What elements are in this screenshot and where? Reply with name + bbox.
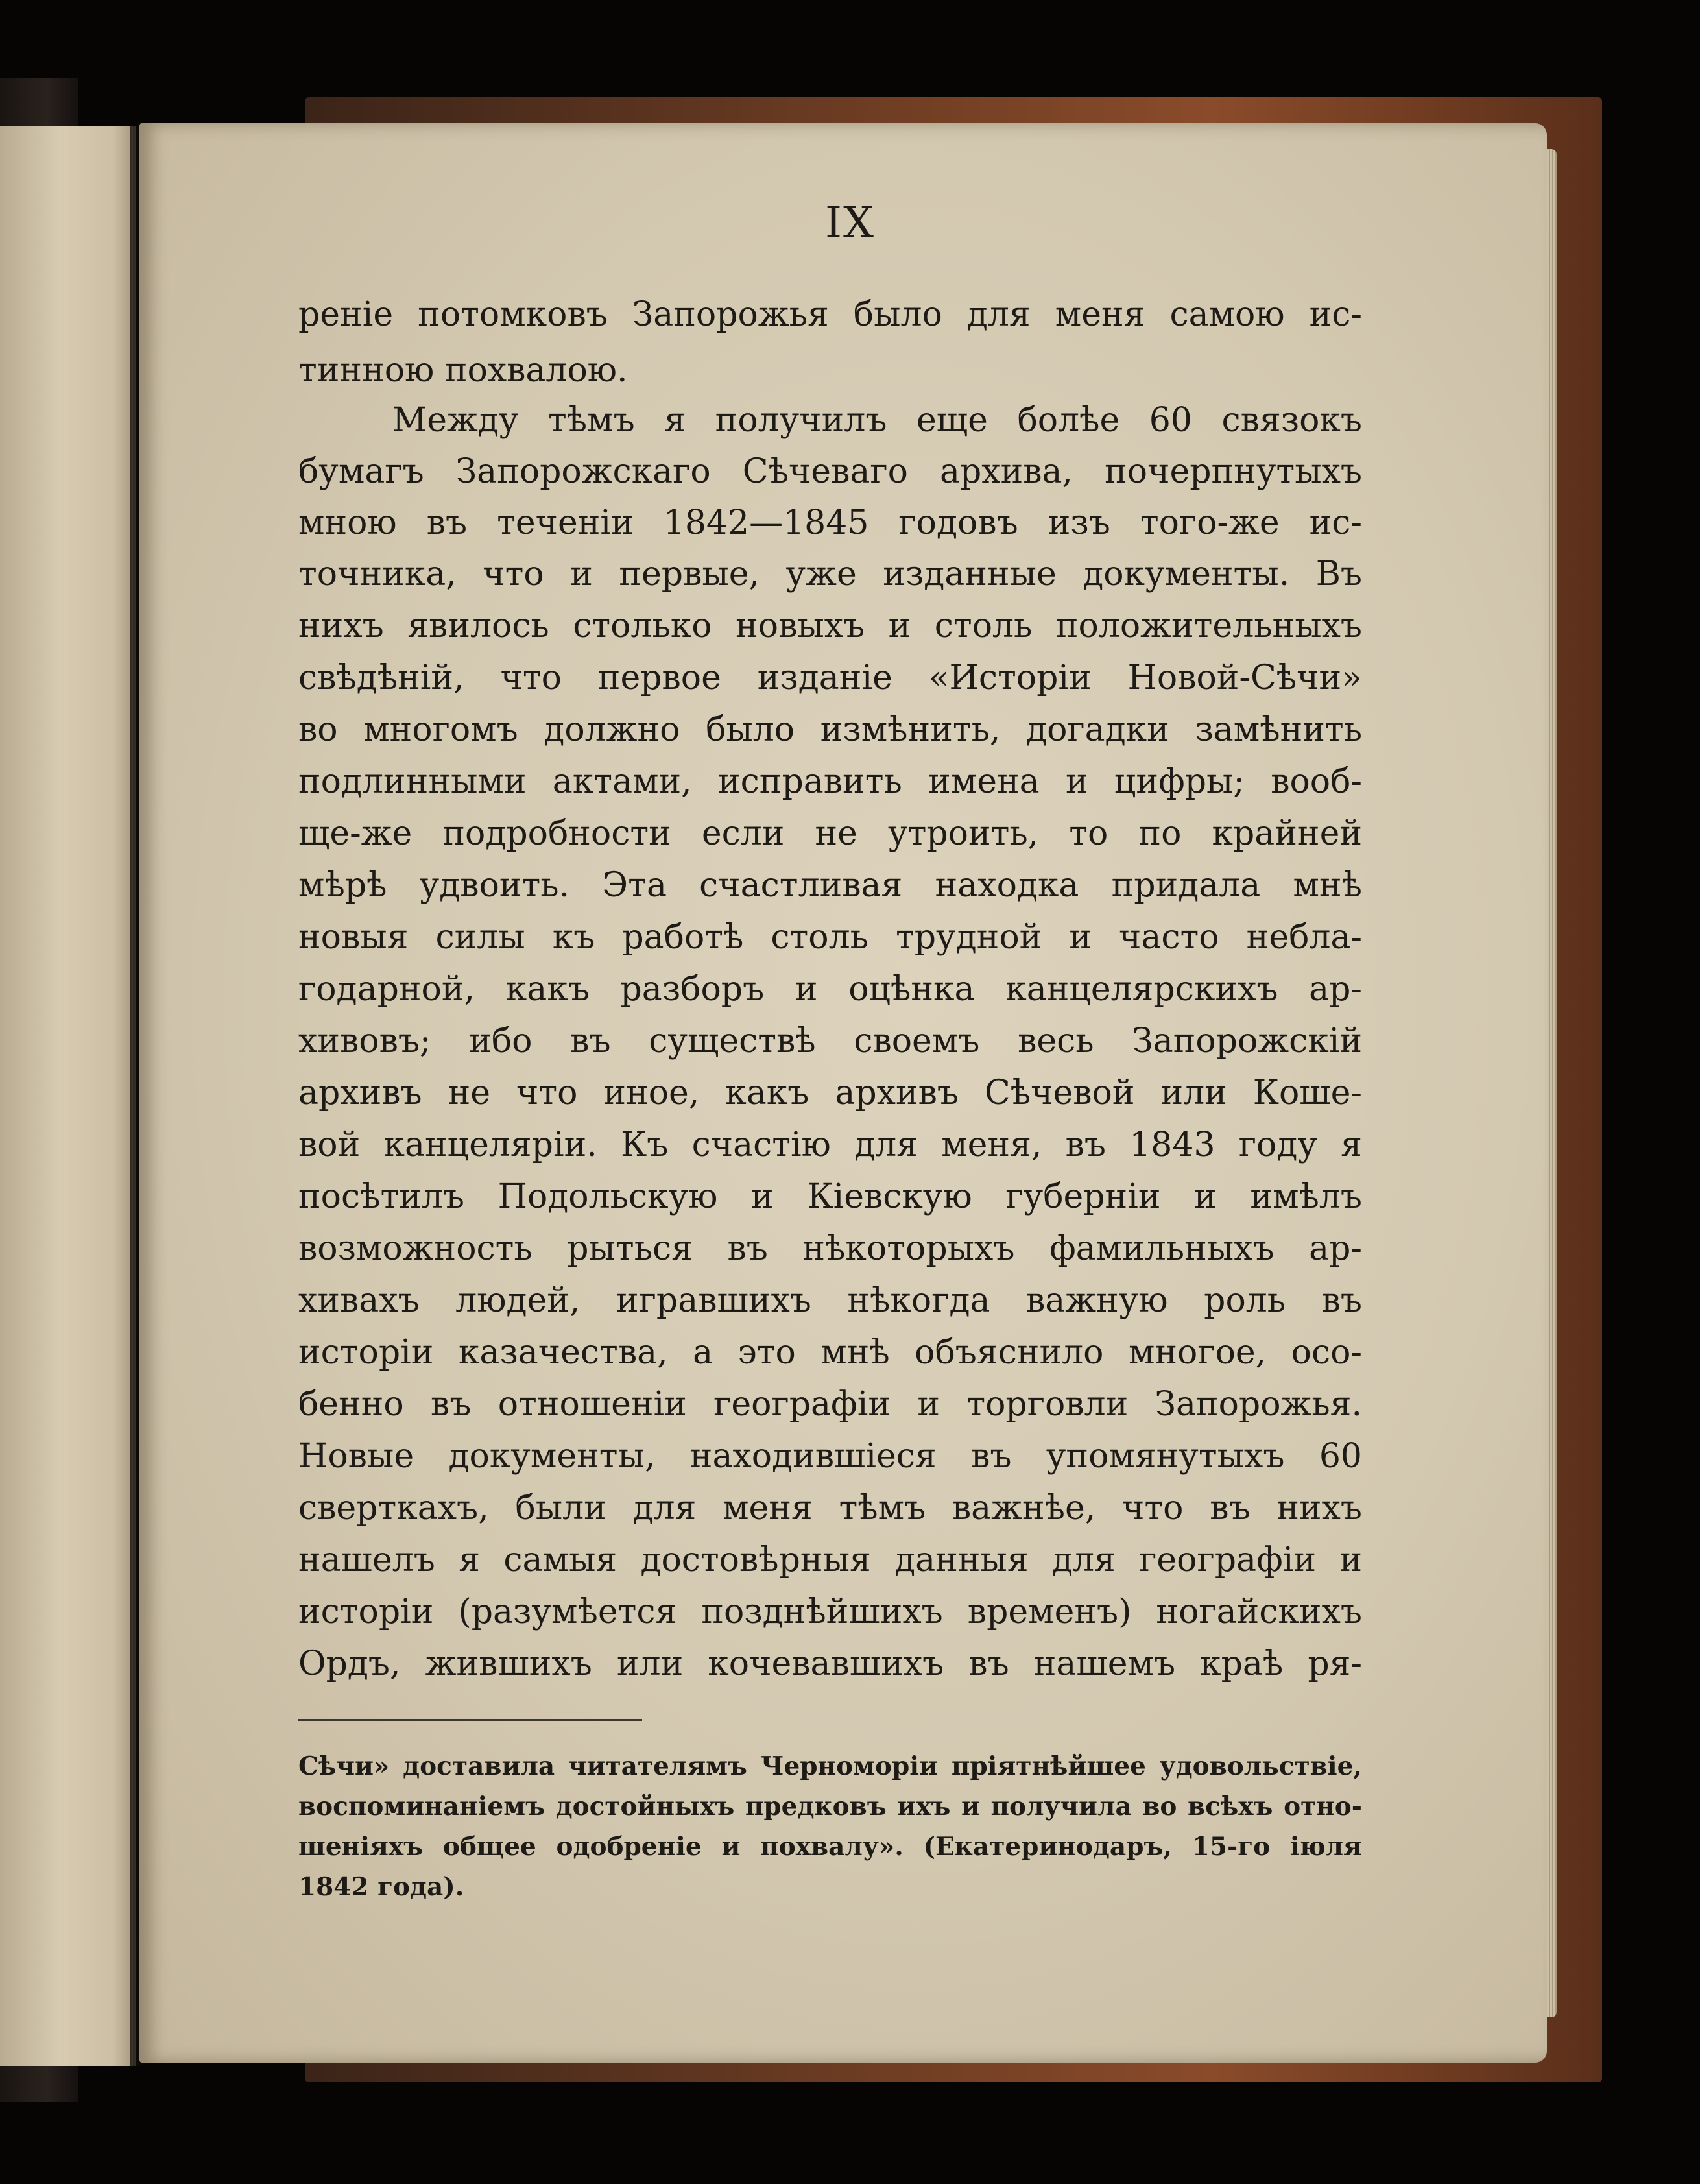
footnote-line: воспоминаніемъ достойныхъ предковъ ихъ и получила во всѣхъ отно- [298, 1792, 1362, 1821]
body-line: новыя силы къ работѣ столь трудной и часто небла- [298, 918, 1362, 957]
body-line: мѣрѣ удвоить. Эта счастливая находка придала мнѣ [298, 866, 1362, 905]
body-line: исторіи (разумѣется позднѣйшихъ временъ) ногайскихъ [298, 1592, 1362, 1631]
footnote-line: Сѣчи» доставила читателямъ Черноморіи пріятнѣйшее удовольствіе, [298, 1751, 1362, 1781]
page-number: IX [824, 198, 876, 248]
body-line: вой канцеляріи. Къ счастію для меня, въ 1843 году я [298, 1125, 1362, 1164]
body-line: реніе потомковъ Запорожья было для меня самою ис- [298, 295, 1362, 334]
body-line: во многомъ должно было измѣнить, догадки замѣнить [298, 710, 1362, 749]
body-line: возможность рыться въ нѣкоторыхъ фамильныхъ ар- [298, 1229, 1362, 1268]
body-line: бенно въ отношеніи географіи и торговли Запорожья. [298, 1385, 1362, 1424]
body-line: ще-же подробности если не утроить, то по крайней [298, 814, 1362, 853]
body-line: нашелъ я самыя достовѣрныя данныя для географіи и [298, 1541, 1362, 1579]
body-line: Новые документы, находившіеся въ упомянутыхъ 60 [298, 1437, 1362, 1476]
body-line: тинною похвалою. [298, 351, 628, 390]
body-line: сверткахъ, были для меня тѣмъ важнѣе, что въ нихъ [298, 1489, 1362, 1528]
footnote-line: шеніяхъ общее одобреніе и похвалу». (Екатеринодаръ, 15-го іюля [298, 1832, 1362, 1862]
body-line: хивовъ; ибо въ существѣ своемъ весь Запорожскій [298, 1022, 1362, 1061]
body-line: посѣтилъ Подольскую и Кіевскую губерніи и имѣлъ [298, 1177, 1362, 1216]
left-page [0, 126, 136, 2066]
body-line: архивъ не что иное, какъ архивъ Сѣчевой или Коше- [298, 1074, 1362, 1112]
footnote-rule [298, 1719, 642, 1721]
body-line: годарной, какъ разборъ и оцѣнка канцелярскихъ ар- [298, 970, 1362, 1009]
body-line: мною въ теченіи 1842—1845 годовъ изъ того-же ис- [298, 503, 1362, 542]
body-line: бумагъ Запорожскаго Сѣчеваго архива, почерпнутыхъ [298, 452, 1362, 491]
body-line: хивахъ людей, игравшихъ нѣкогда важную роль въ [298, 1281, 1362, 1320]
body-line: исторіи казачества, а это мнѣ объяснило многое, осо- [298, 1333, 1362, 1372]
body-line: нихъ явилось столько новыхъ и столь положительныхъ [298, 606, 1362, 645]
body-line: Ордъ, жившихъ или кочевавшихъ въ нашемъ краѣ ря- [298, 1644, 1362, 1683]
body-line: подлинными актами, исправить имена и цифры; вооб- [298, 762, 1362, 801]
body-line: точника, что и первые, уже изданные документы. Въ [298, 555, 1362, 594]
footnote-line: 1842 года). [298, 1872, 464, 1902]
body-line: свѣдѣній, что первое изданіе «Исторіи Новой-Сѣчи» [298, 658, 1362, 697]
body-line: Между тѣмъ я получилъ еще болѣе 60 связокъ [392, 401, 1362, 440]
